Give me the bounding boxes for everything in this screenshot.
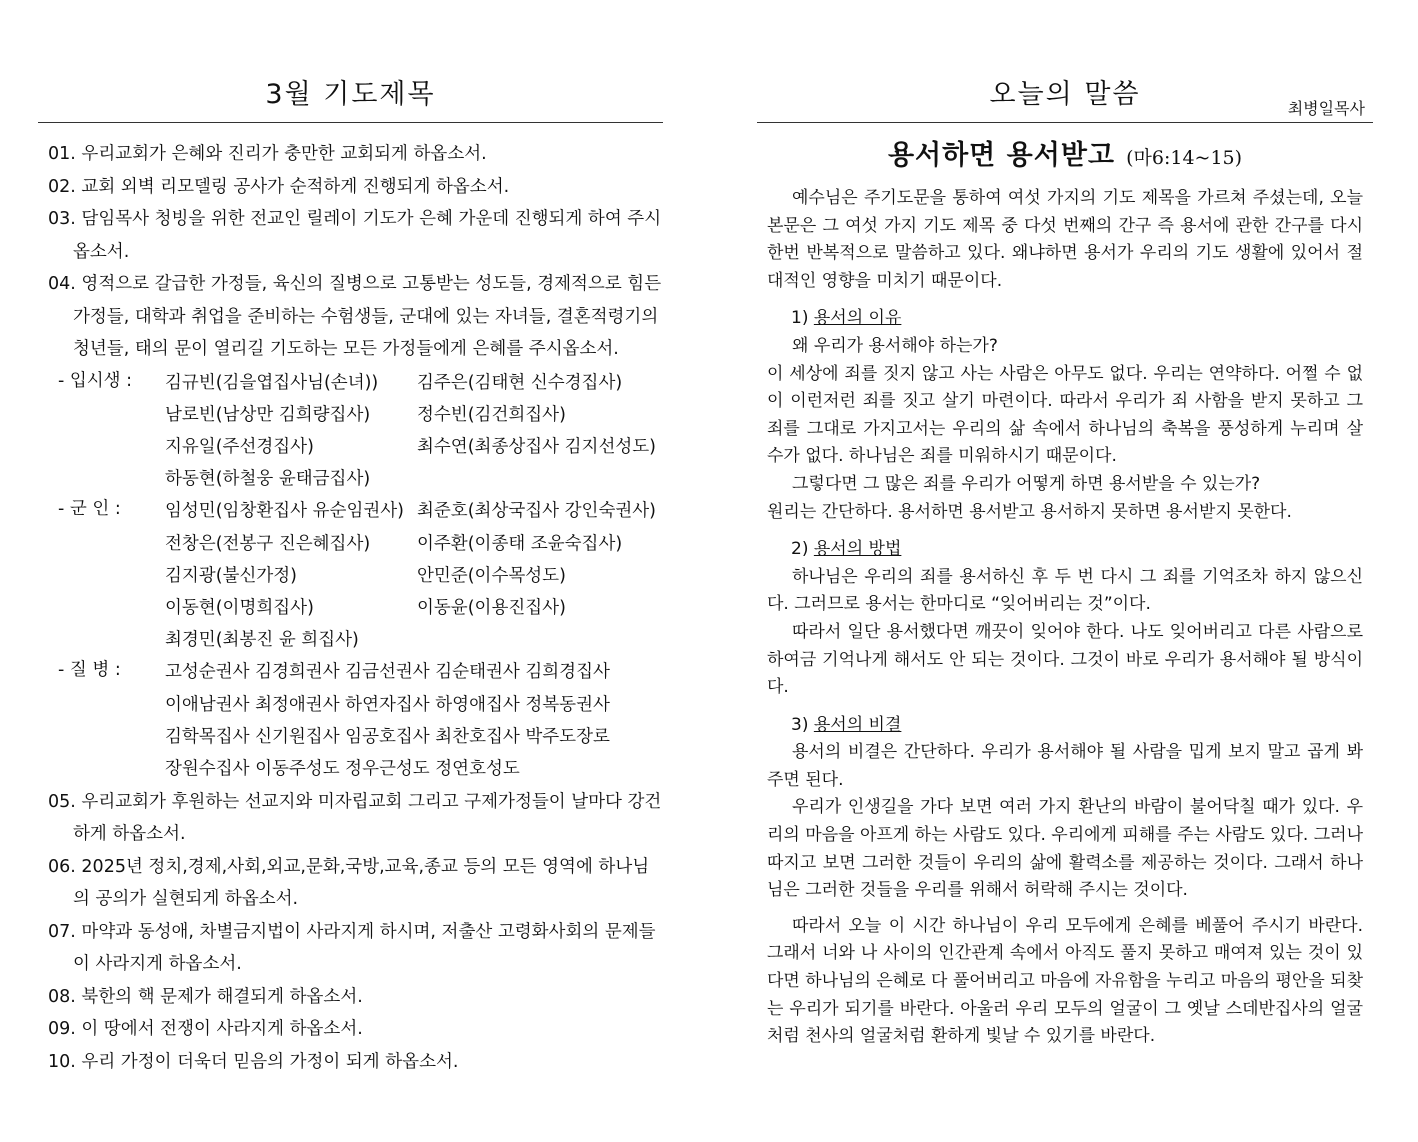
prayer-item: 03. 담임목사 청빙을 위한 전교인 릴레이 기도가 은혜 가운데 진행되게 하여 주시옵소서.	[48, 209, 662, 262]
intro-paragraph: 예수님은 주기도문을 통하여 여섯 가지의 기도 제목을 가르쳐 주셨는데, 오늘 본문은 그 여섯 가지 기도 제목 중 다섯 번째의 간구 즉 용서에 관한 간구를 다시 한번 반복적으로 말씀하고 있다. 왜냐하면 용서가 우리의 기도 생활에 있어서 절대적인 영향을 미치기 때문이다.	[767, 188, 1363, 291]
paragraph: 이 세상에 죄를 짓지 않고 사는 사람은 아무도 없다. 우리는 연약하다. 어쩔 수 없이 이런저런 죄를 짓고 살기 마련이다. 따라서 우리가 죄 사함을 받지 못하고 그 죄를 그대로 가지고서는 우리의 삶 속에서 하나님의 축복을 풍성하게 누리며 살 수가 없다. 하나님은 죄를 미워하시기 때문이다.	[767, 363, 1363, 467]
prayer-topics-column	[38, 0, 663, 1142]
paragraph: 우리가 인생길을 가다 보면 여러 가지 환난의 바람이 불어닥칠 때가 있다. 우리의 마음을 아프게 하는 사람도 있다. 우리에게 피해를 주는 사람도 있다. 그러나 따지고 보면 그러한 것들이 우리의 삶에 활력소를 제공하는 것이다. 그래서 하나님은 그러한 것들을 우리를 위해서 허락해 주시는 것이다.	[767, 797, 1363, 901]
section-heading: 3) 용서의 비결	[791, 714, 902, 735]
paragraph: 하나님은 우리의 죄를 용서하신 후 두 번 다시 그 죄를 기억조차 하지 않으신다. 그러므로 용서는 한마디로 “잊어버리는 것”이다.	[767, 566, 1363, 615]
prayer-item: 04. 영적으로 갈급한 가정들, 육신의 질병으로 고통받는 성도들, 경제적으로 힘든 가정들, 대학과 취업을 준비하는 수험생들, 군대에 있는 자녀들, 결혼적령기의 청년들, 태의 문이 열리길 기도하는 모든 가정들에게 은혜를 주시옵소서.	[48, 274, 662, 359]
illness-group	[58, 656, 663, 785]
group-label: - 입시생 :	[58, 370, 133, 391]
prayer-item: 02. 교회 외벽 리모델링 공사가 순적하게 진행되게 하옵소서.	[48, 176, 510, 197]
group-label: - 질 병 :	[58, 660, 121, 681]
prayer-topics-title: 3월 기도제목	[265, 79, 436, 110]
name-grid: 김규빈(김을엽집사님(손녀)) 김주은(김태현 신수경집사) 남로빈(남상만 김희량집사) 정수빈(김건희집사) 지유일(주선경집사) 최수연(최종상집사 김지선성도) 하동현(하철웅 윤태금집사)	[165, 372, 656, 490]
group-label: - 군 인 :	[58, 499, 121, 520]
pastor-name: 최병일목사	[1287, 99, 1365, 118]
closing-paragraph: 따라서 오늘 이 시간 하나님이 우리 모두에게 은혜를 베풀어 주시기 바란다. 그래서 너와 나 사이의 인간관계 속에서 아직도 풀지 못하고 매여져 있는 것이 있다면 하나님의 은혜로 다 풀어버리고 마음에 자유함을 누리고 마음의 평안을 되찾는 우리가 되기를 바란다. 아울러 우리 모두의 얼굴이 그 옛날 스데반집사의 얼굴처럼 천사의 얼굴처럼 환하게 빛날 수 있기를 바란다.	[767, 915, 1363, 1047]
prayer-item: 06. 2025년 정치,경제,사회,외교,문화,국방,교육,종교 등의 모든 영역에 하나님의 공의가 실현되게 하옵소서.	[48, 856, 650, 910]
prayer-item: 01. 우리교회가 은혜와 진리가 충만한 교회되게 하옵소서.	[48, 144, 487, 164]
prayer-item: 05. 우리교회가 후원하는 선교지와 미자립교회 그리고 구제가정들이 날마다 강건하게 하옵소서.	[48, 791, 662, 845]
students-group	[58, 367, 663, 496]
scripture-reference: (마6:14~15)	[1126, 147, 1243, 169]
sermon-column	[757, 0, 1373, 1142]
title-divider	[38, 122, 663, 123]
sermon-body	[767, 185, 1363, 1051]
prayer-item: 10. 우리 가정이 더욱더 믿음의 가정이 되게 하옵소서.	[48, 1051, 459, 1072]
paragraph: 왜 우리가 용서해야 하는가?	[792, 335, 998, 356]
soldiers-group	[58, 495, 663, 656]
section-heading: 1) 용서의 이유	[791, 308, 902, 329]
title-divider	[757, 122, 1373, 123]
paragraph: 용서의 비결은 간단하다. 우리가 용서해야 될 사람을 밉게 보지 말고 곱게 봐주면 된다.	[767, 742, 1363, 790]
prayer-item: 09. 이 땅에서 전쟁이 사라지게 하옵소서.	[48, 1019, 363, 1040]
sermon-title	[757, 133, 1373, 172]
section-heading: 2) 용서의 방법	[791, 539, 902, 560]
paragraph: 그렇다면 그 많은 죄를 우리가 어떻게 하면 용서받을 수 있는가?	[792, 473, 1261, 494]
sermon-section-title: 오늘의 말씀	[989, 79, 1141, 110]
prayer-list	[48, 138, 663, 1078]
name-grid: 임성민(임창환집사 유순임권사) 최준호(최상국집사 강인숙권사) 전창은(전봉구 진은혜집사) 이주환(이종태 조윤숙집사) 김지광(불신가정) 안민준(이수목성도) 이동현(이명희집사) 이동윤(이용진집사) 최경민(최봉진 윤 희집사)	[165, 501, 656, 651]
sermon-title-text: 용서하면 용서받고	[887, 140, 1115, 171]
prayer-item: 07. 마약과 동성애, 차별금지법이 사라지게 하시며, 저출산 고령화사회의 문제들이 사라지게 하옵소서.	[48, 921, 656, 975]
name-lines: 고성순권사 김경희권사 김금선권사 김순태권사 김희경집사 이애남권사 최정애권사 하연자집사 하영애집사 정복동권사 김학목집사 신기원집사 임공호집사 최찬호집사 박주도장로 장원수집사 이동주성도 정우근성도 정연호성도	[165, 662, 610, 780]
paragraph: 따라서 일단 용서했다면 깨끗이 잊어야 한다. 나도 잊어버리고 다른 사람으로 하여금 기억나게 해서도 안 되는 것이다. 그것이 바로 우리가 용서해야 될 방식이다.	[767, 621, 1363, 698]
prayer-item: 08. 북한의 핵 문제가 해결되게 하옵소서.	[48, 986, 363, 1007]
spacer	[767, 905, 1363, 913]
paragraph: 원리는 간단하다. 용서하면 용서받고 용서하지 못하면 용서받지 못한다.	[767, 501, 1292, 522]
